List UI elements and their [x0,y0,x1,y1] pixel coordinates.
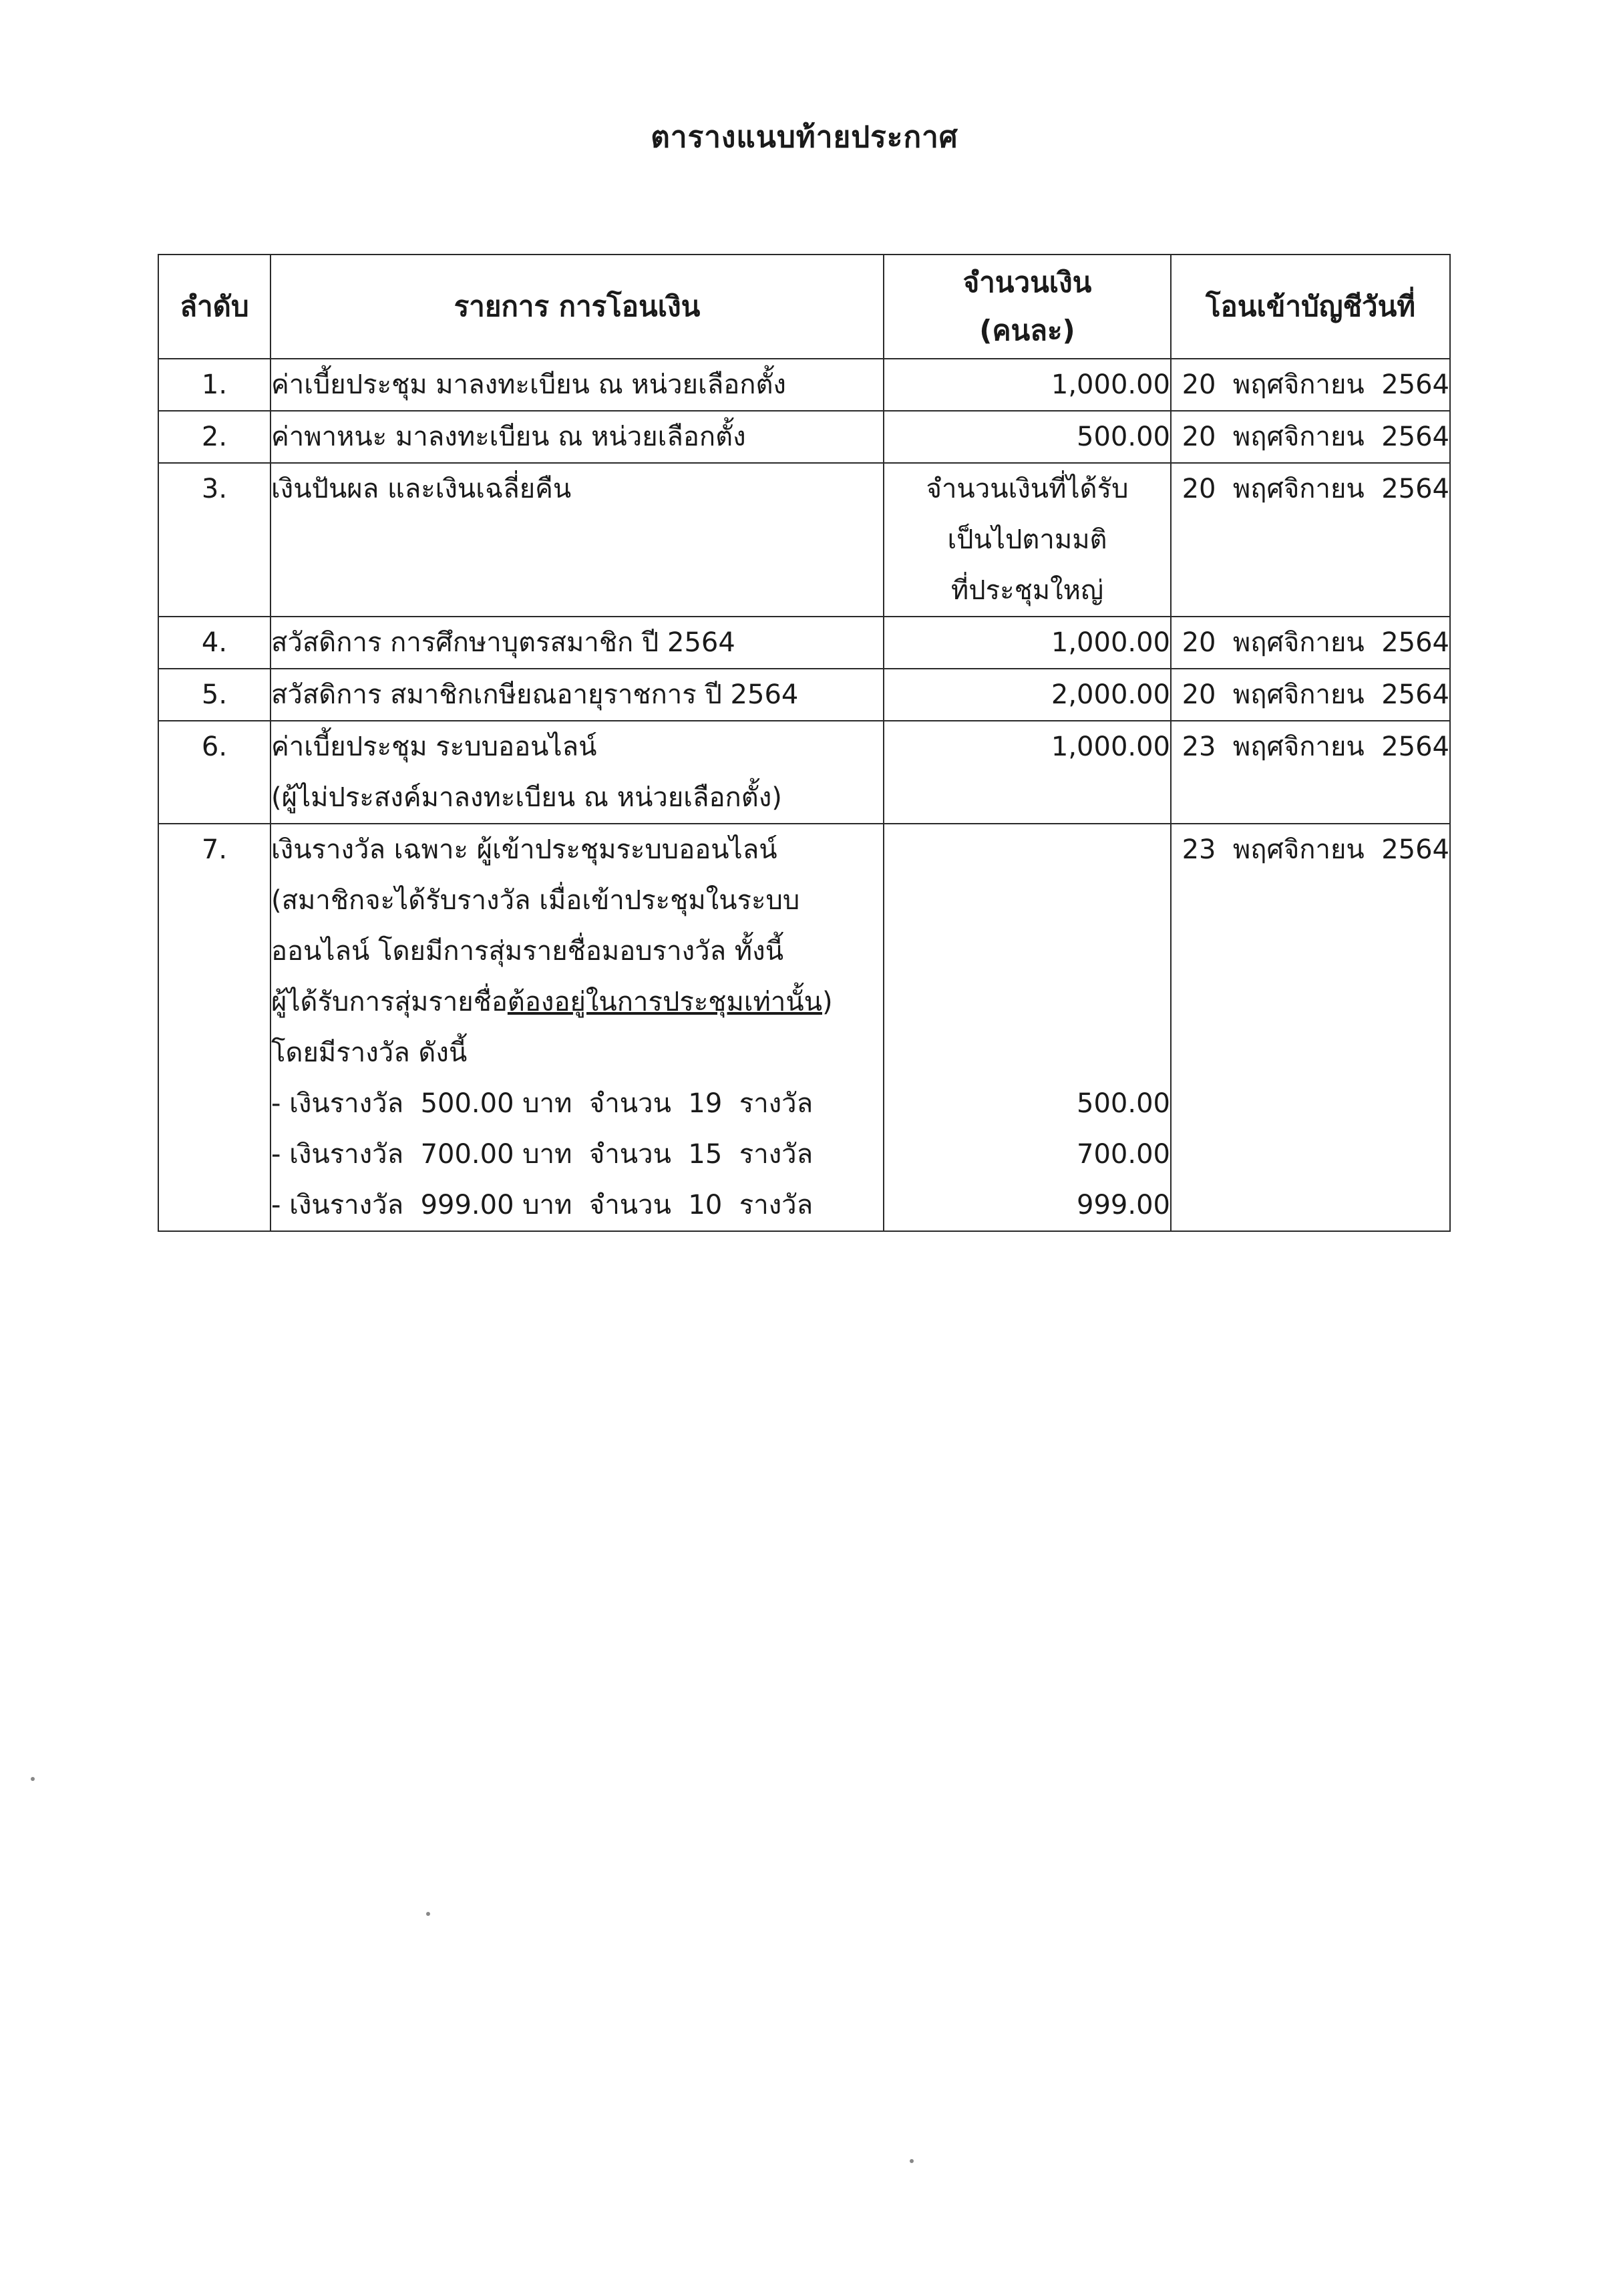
row-number: 3. [158,463,271,617]
row-amount-line: 500.00 [1077,422,1170,452]
row-date: 20 พฤศจิกายน 2564 [1171,617,1450,669]
condition-underlined-text: ต้องอยู่ในการประชุมเท่านั้น [507,987,822,1017]
row-item-line: (ผู้ไม่ประสงค์มาลงทะเบียน ณ หน่วยเลือกตั้ง) [271,782,782,813]
row-item-line: เงินรางวัล เฉพาะ ผู้เข้าประชุมระบบออนไลน์ [271,834,777,865]
header-no: ลำดับ [158,255,271,359]
prize-amount: 999.00 [1077,1190,1170,1220]
document-title: ตารางแนบท้ายประกาศ [651,120,958,154]
blank-line [884,1027,1170,1078]
blank-line [884,926,1170,977]
row-number: 5. [158,669,271,721]
blank-line [884,824,1170,875]
prize-amount: 700.00 [1077,1139,1170,1170]
blank-line [884,977,1170,1027]
row-amount [884,411,1171,463]
transfer-schedule-table [158,254,1451,1232]
row-amount-line: 1,000.00 [1051,369,1170,400]
row-item [271,721,884,824]
row-amount-line: จำนวนเงินที่ได้รับ [926,474,1129,504]
row-number: 4. [158,617,271,669]
table-row [158,411,1450,463]
prize-line: - เงินรางวัล 700.00 บาท จำนวน 15 รางวัล [271,1139,814,1170]
table-row [158,617,1450,669]
row-item-line-conditions [271,977,883,1027]
row-item-line: โดยมีรางวัล ดังนี้ [271,1037,468,1068]
row-item [271,359,884,411]
scan-speck [426,1912,430,1916]
table-row [158,721,1450,824]
row-amount [884,617,1171,669]
condition-close-paren: ) [822,987,833,1017]
row-item-line: ออนไลน์ โดยมีการสุ่มรายชื่อมอบรางวัล ทั้งนี้ [271,936,784,967]
table-row [158,669,1450,721]
table-header-row [158,255,1450,359]
row-amount-line: 2,000.00 [1051,679,1170,710]
row-item [271,617,884,669]
row-item [271,411,884,463]
header-item: รายการ การโอนเงิน [271,255,884,359]
row-amount [884,824,1171,1231]
row-item-line: สวัสดิการ สมาชิกเกษียณอายุราชการ ปี 2564 [271,679,799,710]
row-amount [884,359,1171,411]
row-item-line: ค่าพาหนะ มาลงทะเบียน ณ หน่วยเลือกตั้ง [271,422,746,452]
prize-amount: 500.00 [1077,1088,1170,1119]
row-item-line: สวัสดิการ การศึกษาบุตรสมาชิก ปี 2564 [271,627,735,658]
condition-text: ผู้ได้รับการสุ่มรายชื่อ [271,987,508,1017]
header-date: โอนเข้าบัญชีวันที่ [1171,255,1450,359]
row-date: 20 พฤศจิกายน 2564 [1171,463,1450,617]
row-item [271,463,884,617]
row-amount [884,721,1171,824]
table-row [158,463,1450,617]
header-amount-line1: จำนวนเงิน [962,266,1092,299]
prize-line: - เงินรางวัล 500.00 บาท จำนวน 19 รางวัล [271,1088,814,1119]
row-number: 2. [158,411,271,463]
row-date: 20 พฤศจิกายน 2564 [1171,411,1450,463]
row-amount-line: 1,000.00 [1051,731,1170,762]
row-item-line: (สมาชิกจะได้รับรางวัล เมื่อเข้าประชุมในระบบ [271,885,800,916]
row-item [271,669,884,721]
row-item-line: เงินปันผล และเงินเฉลี่ยคืน [271,474,572,504]
header-amount [884,255,1171,359]
row-number: 6. [158,721,271,824]
row-number: 1. [158,359,271,411]
scan-speck [31,1777,35,1781]
header-amount-line2: (คนละ) [979,314,1075,347]
row-date: 20 พฤศจิกายน 2564 [1171,359,1450,411]
row-number: 7. [158,824,271,1231]
row-date: 23 พฤศจิกายน 2564 [1171,824,1450,1231]
row-item [271,824,884,1231]
row-date: 23 พฤศจิกายน 2564 [1171,721,1450,824]
row-amount-line: ที่ประชุมใหญ่ [950,575,1104,606]
table-row [158,359,1450,411]
row-amount-line: เป็นไปตามมติ [947,524,1107,555]
row-amount [884,669,1171,721]
row-date: 20 พฤศจิกายน 2564 [1171,669,1450,721]
row-amount-line: 1,000.00 [1051,627,1170,658]
blank-line [884,875,1170,926]
prize-line: - เงินรางวัล 999.00 บาท จำนวน 10 รางวัล [271,1190,814,1220]
scan-speck [910,2159,914,2163]
table-row [158,824,1450,1231]
row-item-line: ค่าเบี้ยประชุม ระบบออนไลน์ [271,731,597,762]
row-item-line: ค่าเบี้ยประชุม มาลงทะเบียน ณ หน่วยเลือกตั้ง [271,369,786,400]
row-amount [884,463,1171,617]
